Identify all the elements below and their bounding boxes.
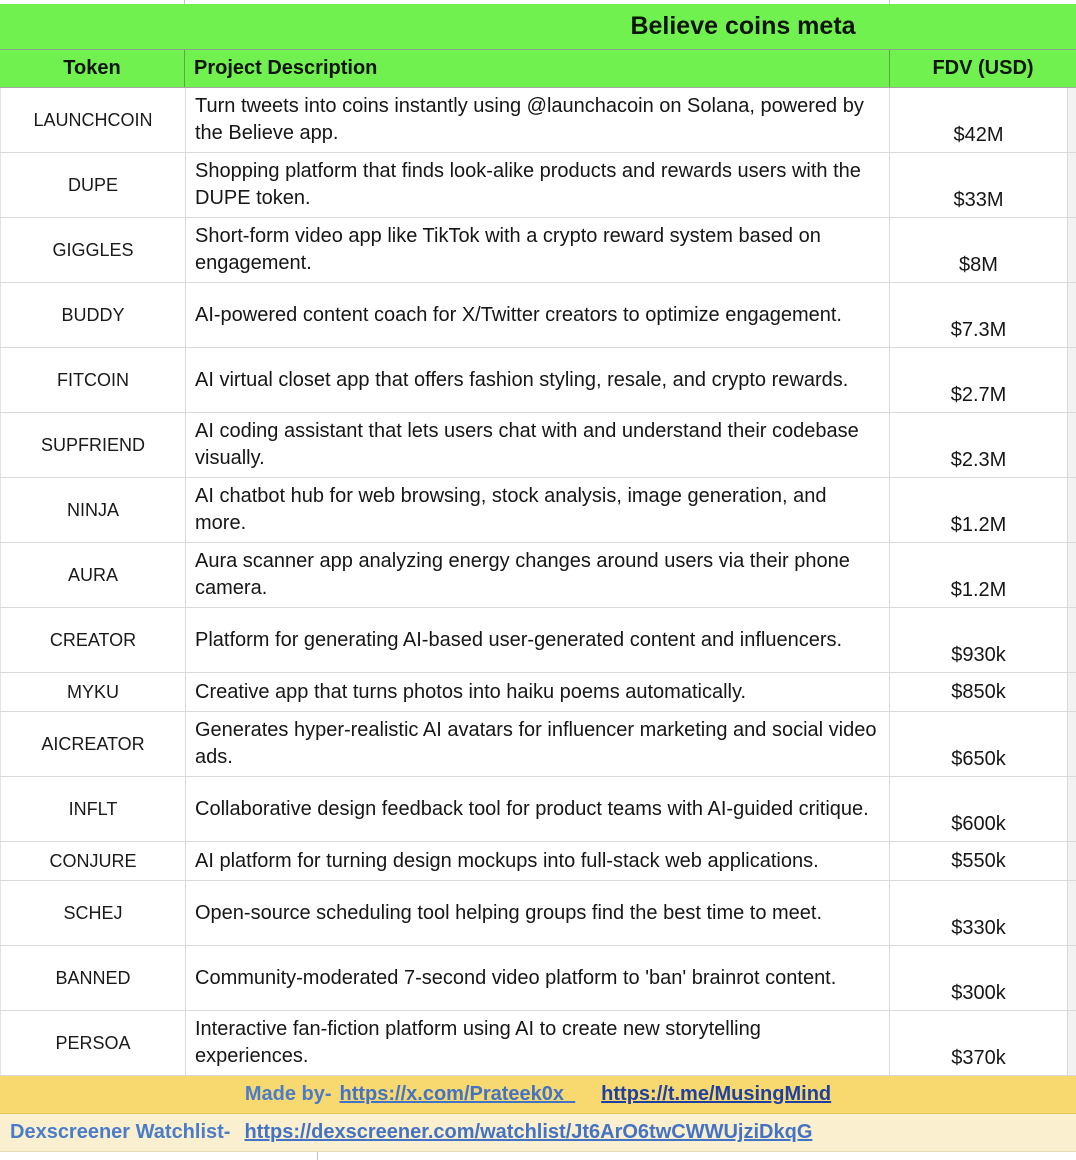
table-row (0, 881, 1076, 946)
right-gutter (1068, 283, 1076, 347)
description-cell: AI platform for turning design mockups into full-stack web applications. (185, 842, 890, 880)
description-cell: AI coding assistant that lets users chat with and understand their codebase visually. (185, 413, 890, 477)
table-row (0, 88, 1076, 153)
token-cell: AICREATOR (0, 712, 185, 776)
table-row (0, 283, 1076, 348)
table-row (0, 842, 1076, 881)
right-gutter (1068, 348, 1076, 412)
token-cell: FITCOIN (0, 348, 185, 412)
fdv-cell: $370k (890, 1011, 1068, 1075)
fdv-cell: $1.2M (890, 543, 1068, 607)
fdv-cell: $330k (890, 881, 1068, 945)
fdv-cell: $33M (890, 153, 1068, 217)
description-cell: Short-form video app like TikTok with a crypto reward system based on engagement. (185, 218, 890, 282)
right-gutter (1068, 543, 1076, 607)
description-cell: Community-moderated 7-second video platform to 'ban' brainrot content. (185, 946, 890, 1010)
page-title: Believe coins meta (630, 12, 856, 40)
description-cell: Open-source scheduling tool helping groups find the best time to meet. (185, 881, 890, 945)
table-row (0, 777, 1076, 842)
fdv-cell: $930k (890, 608, 1068, 672)
fdv-cell: $550k (890, 842, 1068, 880)
token-cell: CONJURE (0, 842, 185, 880)
fdv-cell: $2.3M (890, 413, 1068, 477)
right-gutter (1068, 478, 1076, 542)
table-row (0, 218, 1076, 283)
description-cell: Collaborative design feedback tool for product teams with AI-guided critique. (185, 777, 890, 841)
right-gutter (1068, 608, 1076, 672)
fdv-cell: $600k (890, 777, 1068, 841)
token-cell: CREATOR (0, 608, 185, 672)
dexscreener-watchlist-link[interactable]: https://dexscreener.com/watchlist/Jt6ArO6twCWWUjziDkqG (244, 1121, 813, 1143)
right-gutter (1068, 842, 1076, 880)
token-cell: PERSOA (0, 1011, 185, 1075)
column-divider (317, 1152, 318, 1160)
fdv-cell: $2.7M (890, 348, 1068, 412)
table-row (0, 543, 1076, 608)
fdv-cell: $42M (890, 88, 1068, 152)
token-cell: DUPE (0, 153, 185, 217)
right-gutter (1068, 218, 1076, 282)
token-cell: NINJA (0, 478, 185, 542)
right-gutter (1068, 712, 1076, 776)
made-by-label: Made by- (244, 1083, 332, 1105)
token-cell: AURA (0, 543, 185, 607)
token-cell: BANNED (0, 946, 185, 1010)
token-cell: LAUNCHCOIN (0, 88, 185, 152)
right-gutter (1068, 88, 1076, 152)
table-row (0, 478, 1076, 543)
fdv-cell: $300k (890, 946, 1068, 1010)
right-gutter (1068, 673, 1076, 711)
sheet-top-edge (0, 0, 1076, 4)
token-cell: BUDDY (0, 283, 185, 347)
title-banner (0, 4, 1076, 50)
description-cell: Aura scanner app analyzing energy changes around users via their phone camera. (185, 543, 890, 607)
table-row (0, 1011, 1076, 1076)
table-row (0, 673, 1076, 712)
table-row (0, 413, 1076, 478)
table-row (0, 712, 1076, 777)
description-cell: AI chatbot hub for web browsing, stock analysis, image generation, and more. (185, 478, 890, 542)
table-row (0, 946, 1076, 1011)
table-header-row (0, 50, 1076, 88)
right-gutter (1068, 946, 1076, 1010)
column-divider (889, 0, 890, 4)
description-cell: Generates hyper-realistic AI avatars for influencer marketing and social video ads. (185, 712, 890, 776)
fdv-cell: $7.3M (890, 283, 1068, 347)
description-cell: AI-powered content coach for X/Twitter creators to optimize engagement. (185, 283, 890, 347)
table-row (0, 348, 1076, 413)
description-cell: Turn tweets into coins instantly using @launchacoin on Solana, powered by the Believe app. (185, 88, 890, 152)
header-fdv: FDV (USD) (932, 57, 1034, 79)
right-gutter (1068, 1011, 1076, 1075)
watchlist-footer (0, 1114, 1076, 1152)
right-gutter (1068, 413, 1076, 477)
description-cell: Creative app that turns photos into haiku poems automatically. (185, 673, 890, 711)
fdv-cell: $8M (890, 218, 1068, 282)
description-cell: AI virtual closet app that offers fashion styling, resale, and crypto rewards. (185, 348, 890, 412)
token-cell: SCHEJ (0, 881, 185, 945)
column-divider (184, 0, 185, 4)
watchlist-label: Dexscreener Watchlist- (10, 1121, 231, 1143)
fdv-cell: $650k (890, 712, 1068, 776)
token-cell: INFLT (0, 777, 185, 841)
right-gutter (1068, 777, 1076, 841)
right-gutter (1068, 153, 1076, 217)
table-row (0, 153, 1076, 218)
right-gutter (1068, 881, 1076, 945)
telegram-link[interactable]: https://t.me/MusingMind (601, 1083, 832, 1105)
fdv-cell: $850k (890, 673, 1068, 711)
header-token: Token (0, 50, 185, 87)
made-by-footer (0, 1076, 1076, 1114)
description-cell: Shopping platform that finds look-alike products and rewards users with the DUPE token. (185, 153, 890, 217)
token-cell: SUPFRIEND (0, 413, 185, 477)
table-row (0, 608, 1076, 673)
token-cell: MYKU (0, 673, 185, 711)
description-cell: Interactive fan-fiction platform using AI to create new storytelling experiences. (185, 1011, 890, 1075)
sheet-bottom-edge (0, 1152, 1076, 1160)
x-profile-link[interactable]: https://x.com/Prateek0x_ (339, 1083, 576, 1105)
header-project-description: Project Description (185, 50, 890, 87)
fdv-cell: $1.2M (890, 478, 1068, 542)
token-cell: GIGGLES (0, 218, 185, 282)
description-cell: Platform for generating AI-based user-generated content and influencers. (185, 608, 890, 672)
